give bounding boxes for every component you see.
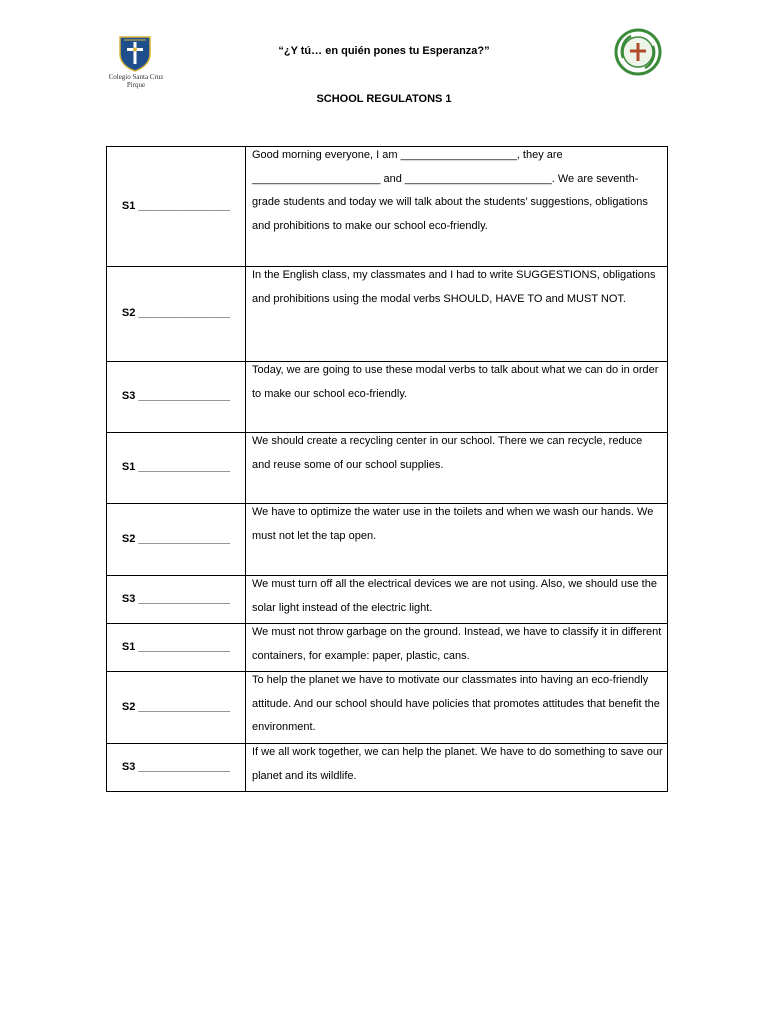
speaker-label: S2 _______________ xyxy=(107,267,246,362)
table-row xyxy=(107,433,668,504)
dialogue-text: We must turn off all the electrical devices we are not using. Also, we should use the solar light instead of the electric light. xyxy=(252,578,657,614)
speaker-label: S2 _______________ xyxy=(107,504,246,576)
dialogue-line xyxy=(246,267,668,362)
speaker-label: S3 _______________ xyxy=(107,362,246,433)
dialogue-text: In the English class, my classmates and I had to write SUGGESTIONS, obligations and prohibitions using the modal verbs SHOULD, HAVE TO and MUST NOT. xyxy=(252,269,656,305)
speaker-label: S3 _______________ xyxy=(107,576,246,624)
table-row xyxy=(107,504,668,576)
table-row xyxy=(107,267,668,362)
school-shield-icon xyxy=(119,36,151,72)
dialogue-text: To help the planet we have to motivate our classmates into having an eco-friendly attitude. And our school should have policies that promotes attitudes that benefit the environment. xyxy=(252,674,660,733)
speaker-label: S1 _______________ xyxy=(107,624,246,672)
school-name xyxy=(100,73,172,89)
dialogue-line xyxy=(246,672,668,744)
dialogue-text: We should create a recycling center in our school. There we can recycle, reduce and reuse some of our school supplies. xyxy=(252,435,643,471)
motto: “¿Y tú… en quién pones tu Esperanza?” xyxy=(278,45,490,57)
table-row xyxy=(107,362,668,433)
speaker-label: S2 _______________ xyxy=(107,672,246,744)
dialogue-text: Good morning everyone, I am ___________________, they are _____________________ and ________________________. We are seventh-grade students and today we will talk about the students’ suggestions, obligations and prohibitions to make our school eco-friendly. xyxy=(252,149,648,232)
table-row xyxy=(107,672,668,744)
dialogue-text: Today, we are going to use these modal verbs to talk about what we can do in order to make our school eco-friendly. xyxy=(252,364,659,400)
school-name-line2: Pirque xyxy=(126,81,146,89)
school-name-line1: Colegio Santa Cruz xyxy=(108,73,164,81)
table-row xyxy=(107,624,668,672)
dialogue-text: We have to optimize the water use in the toilets and when we wash our hands. We must not let the tap open. xyxy=(252,506,654,542)
dialogue-line xyxy=(246,362,668,433)
dialogue-line xyxy=(246,433,668,504)
dialogue-line xyxy=(246,504,668,576)
document-title: SCHOOL REGULATONS 1 xyxy=(316,93,452,105)
green-seal-icon xyxy=(614,28,662,76)
table-row xyxy=(107,147,668,267)
dialogue-line xyxy=(246,147,668,267)
table-row xyxy=(107,576,668,624)
dialogue-line xyxy=(246,576,668,624)
dialogue-text: We must not throw garbage on the ground. Instead, we have to classify it in different containers, for example: paper, plastic, cans. xyxy=(252,626,662,662)
school-logo xyxy=(100,36,172,94)
dialogue-text: If we all work together, we can help the planet. We have to do something to save our planet and its wildlife. xyxy=(252,746,663,782)
dialogue-line xyxy=(246,744,668,792)
dialogue-line xyxy=(246,624,668,672)
speaker-label: S1 _______________ xyxy=(107,147,246,267)
speaker-label: S3 _______________ xyxy=(107,744,246,792)
table-row xyxy=(107,744,668,792)
speaker-label: S1 _______________ xyxy=(107,433,246,504)
dialogue-table xyxy=(106,146,668,792)
